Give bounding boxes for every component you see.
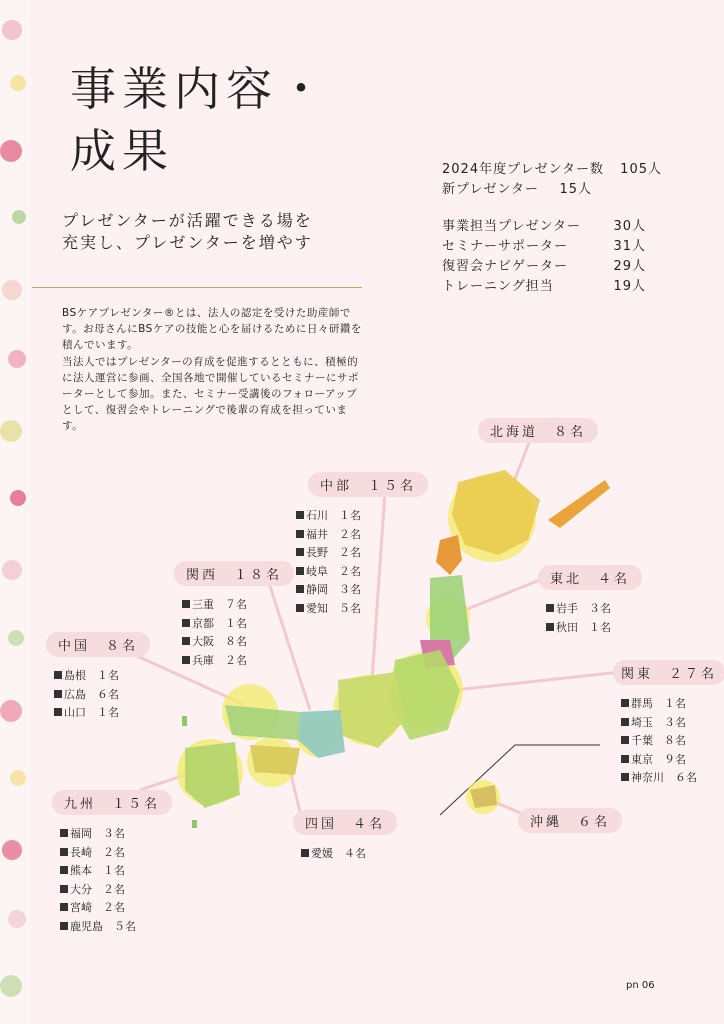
stat-value: 31人 [613, 239, 646, 254]
stat-label: セミナーサポーター [442, 239, 569, 254]
region-label: 関西 １８名 [174, 561, 294, 586]
region-label: 関東 ２７名 [613, 660, 724, 685]
stat-label: 事業担当プレゼンター [442, 219, 581, 234]
region-label: 九州 １５名 [52, 790, 172, 815]
list-item: 山口 １名 [54, 704, 150, 723]
body-paragraph: BSケアプレゼンター®とは、法人の認定を受けた助産師です。お母さんにBSケアの技能と心を届けるために日々研鑽を積んでいます。 [62, 307, 362, 352]
page-number: pn 06 [626, 980, 655, 991]
region-chubu [308, 472, 428, 618]
region-tohoku [538, 565, 642, 637]
region-label: 四国 ４名 [293, 810, 397, 835]
list-item: 熊本 １名 [60, 862, 172, 881]
region-label: 中国 ８名 [46, 632, 150, 657]
list-item: 千葉 ８名 [621, 732, 724, 751]
list-item: 岐阜 ２名 [296, 563, 428, 582]
stat-label: 2024年度プレゼンター数 [442, 162, 605, 177]
list-item: 埼玉 ３名 [621, 714, 724, 733]
stat-value: 30人 [613, 219, 646, 234]
list-item: 愛知 ５名 [296, 600, 428, 619]
stat-value: 19人 [613, 279, 646, 294]
region-okinawa [518, 808, 622, 833]
stat-label: 新プレゼンター [442, 182, 539, 197]
stat-label: トレーニング担当 [442, 279, 554, 294]
region-kanto [613, 660, 724, 788]
list-item: 三重 ７名 [182, 596, 294, 615]
list-item: 東京 ９名 [621, 751, 724, 770]
list-item: 島根 １名 [54, 667, 150, 686]
list-item: 宮崎 ２名 [60, 899, 172, 918]
list-item: 福井 ２名 [296, 526, 428, 545]
list-item: 神奈川 ６名 [621, 769, 724, 788]
list-item: 長崎 ２名 [60, 844, 172, 863]
region-label: 東北 ４名 [538, 565, 642, 590]
list-item: 長野 ２名 [296, 544, 428, 563]
region-hokkaido [478, 418, 598, 443]
list-item: 大分 ２名 [60, 881, 172, 900]
list-item: 石川 １名 [296, 507, 428, 526]
region-kyushu [52, 790, 172, 936]
list-item: 福岡 ３名 [60, 825, 172, 844]
list-item: 秋田 １名 [546, 619, 642, 638]
list-item: 京都 １名 [182, 615, 294, 634]
list-item: 兵庫 ２名 [182, 652, 294, 671]
stat-value: 29人 [613, 259, 646, 274]
list-item: 静岡 ３名 [296, 581, 428, 600]
region-shikoku [293, 810, 397, 864]
region-label: 中部 １５名 [308, 472, 428, 497]
list-item: 鹿児島 ５名 [60, 918, 172, 937]
region-chugoku [46, 632, 150, 723]
stat-label: 復習会ナビゲーター [442, 259, 569, 274]
stat-value: 105人 [620, 162, 662, 177]
region-label: 沖縄 ６名 [518, 808, 622, 833]
list-item: 広島 ６名 [54, 686, 150, 705]
page-title: 事業内容・ 成果 [70, 62, 330, 178]
list-item: 大阪 ８名 [182, 633, 294, 652]
list-item: 群馬 １名 [621, 695, 724, 714]
region-label: 北海道 ８名 [478, 418, 598, 443]
region-kansai [174, 561, 294, 670]
stat-value: 15人 [559, 182, 592, 197]
list-item: 岩手 ３名 [546, 600, 642, 619]
list-item: 愛媛 ４名 [301, 845, 397, 864]
page-subtitle: プレゼンターが活躍できる場を 充実し、プレゼンターを増やす [62, 211, 313, 252]
body-paragraph: 当法人ではプレゼンターの育成を促進するとともに、積極的に法人運営に参画、全国各地で開催しているセミナーにサポーターとして参加。また、セミナー受講後のフォローアップとして、復習会やトレーニングで後輩の育成を担っています。 [62, 355, 359, 433]
